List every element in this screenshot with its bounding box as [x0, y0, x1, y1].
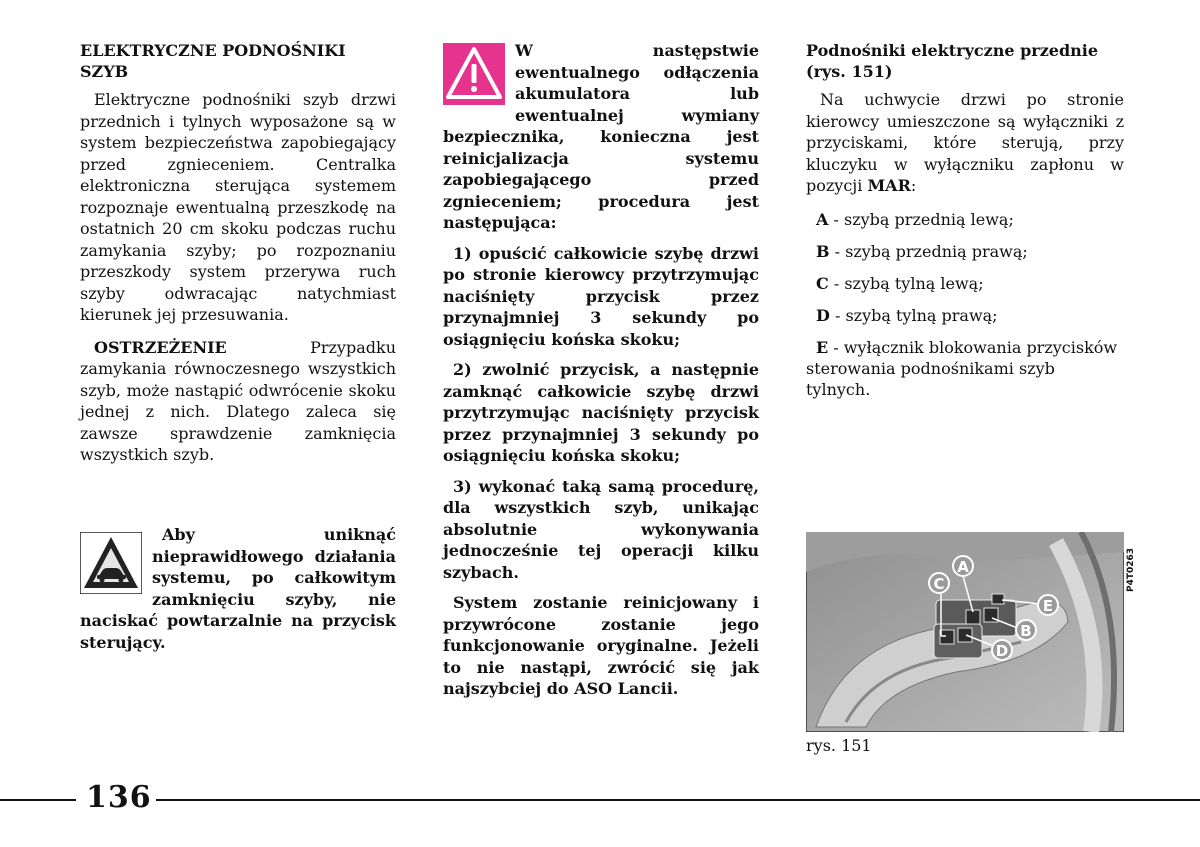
section-heading: ELEKTRYCZNE PODNOŚNIKI SZYB [80, 41, 346, 81]
footer-rule-right [156, 799, 1200, 801]
step-2: 2) zwolnić przycisk, a następnie zamknąć całkowicie szybę drzwi przytrzymując naciśnięty przycisk przez przynajmniej 3 sekundy po osiągnięciu końska skoku; [443, 360, 759, 465]
list-item: C - szybą tylną lewą; [816, 273, 984, 293]
label-b: B [1020, 622, 1032, 640]
reinit-warning-intro: W następstwie ewentualnego odłączenia akumulatora lub ewentualnej wymiany bezpiecznika, konieczna jest reinicjalizacja systemu zapobiegającego przed zgnieceniem; procedura jest następująca: [443, 41, 759, 232]
label-a: A [957, 558, 969, 576]
footer-rule-left [0, 799, 76, 801]
intro-text: Na uchwycie drzwi po stronie kierowcy umieszczone są wyłączniki z przyciskami, które sterują, przy kluczyku w wyłączniku zapłonu w pozycji [806, 90, 1124, 195]
page-number: 136 [86, 780, 152, 815]
list-item: A - szybą przednią lewą; [816, 209, 1014, 229]
warning-block [443, 40, 759, 234]
warning-label: OSTRZEŻENIE [94, 337, 227, 357]
note-text: Aby uniknąć nieprawidłowego działania systemu, po całkowitym zamknięciu szyby, nie naciskać powtarzalnie na przycisk sterujący. [80, 525, 396, 652]
list-item: B - szybą przednią prawą; [816, 241, 1028, 261]
warning-paragraph [80, 337, 396, 466]
ignition-position: MAR [867, 176, 911, 195]
column-left [80, 40, 396, 466]
caution-car-icon [80, 532, 142, 594]
step-1: 1) opuścić całkowicie szybę drzwi po stronie kierowcy przytrzymując naciśnięty przycisk przez przynajmniej 3 sekundy po osiągnięciu końska skoku; [443, 243, 759, 349]
intro-paragraph: Elektryczne podnośniki szyb drzwi przednich i tylnych wyposażone są w system bezpieczeństwa zapobiegający przed zgnieceniem. Centralka elektroniczna sterująca systemem rozpoznaje ewentualną przeszkodę na ostatnich 20 cm skoku podczas ruchu zamykania szyby; po rozpoznaniu przeszkody system przerywa ruch szyby odwracając natychmiast kierunek jej przesuwania. [80, 90, 396, 324]
label-c: C [933, 575, 945, 593]
note-block [80, 524, 396, 662]
column-right [806, 40, 1124, 411]
warning-triangle-icon [443, 43, 505, 105]
subsection-heading: Podnośniki elektryczne przednie (rys. 151) [806, 41, 1099, 81]
closing-paragraph: System zostanie reinicjowany i przywrócone zostanie jego funkcjonowanie oryginalne. Jeżeli to nie nastąpi, zwrócić się jak najszybciej do ASO Lancii. [443, 593, 759, 698]
label-d: D [995, 642, 1009, 660]
door-switch-figure [806, 532, 1124, 732]
list-item: D - szybą tylną prawą; [816, 305, 998, 325]
intro-end: : [910, 176, 917, 195]
step-3: 3) wykonać taką samą procedurę, dla wszystkich szyb, unikając absolutnie wykonywania jednocześnie tej operacji kilku szybach. [443, 476, 759, 582]
warning-text: Przypadku zamykania równoczesnego wszystkich szyb, może nastąpić odwrócenie skoku jednej z nich. Dlatego zaleca się zawsze sprawdzenie zamknięcia wszystkich szyb. [80, 337, 396, 464]
switch-intro-paragraph [806, 89, 1124, 197]
figure-caption: rys. 151 [806, 736, 872, 755]
figure-code: P4T0263 [1126, 547, 1136, 592]
list-item: E - wyłącznik blokowania przycisków sterowania podnośnikami szyb tylnych. [806, 337, 1118, 399]
column-middle [443, 40, 759, 709]
label-e: E [1042, 597, 1054, 615]
